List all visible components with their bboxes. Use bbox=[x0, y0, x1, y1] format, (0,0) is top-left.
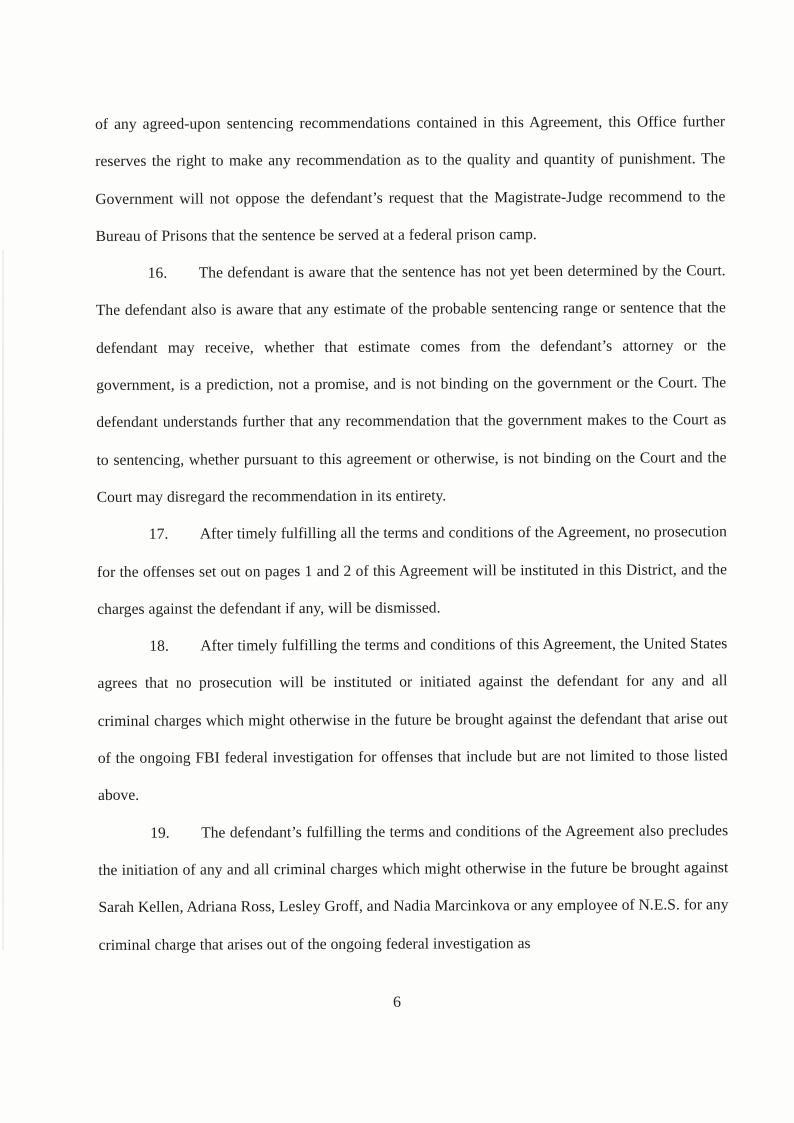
paragraph-18 bbox=[97, 625, 728, 814]
paragraph-text: After timely fulfilling the terms and conditions of this Agreement, the United States agrees that no prosecution will be instituted or initiated against the defendant for any and all criminal charges which might otherwise in the future be brought against the defendant that arise out of the ongoing FBI federal investigation for offenses that include but are not limited to those listed above. bbox=[97, 635, 728, 805]
paragraph-16 bbox=[96, 252, 727, 516]
paragraph-19 bbox=[98, 812, 729, 964]
paragraph-number: 19. bbox=[150, 824, 170, 842]
scan-edge-shadow bbox=[2, 250, 4, 950]
paragraph-text: of any agreed-upon sentencing recommendations contained in this Agreement, this Office further reserves the right to make any recommendation as to the quality and quantity of punishment. The Government will not oppose the defendant’s request that the Magistrate-Judge recommend to the Bureau of Prisons that the sentence be served at a federal prison camp. bbox=[95, 113, 726, 245]
paragraph-number: 16. bbox=[147, 264, 168, 282]
paragraph-text: After timely fulfilling all the terms and conditions of the Agreement, no prosecution for the offenses set out on pages 1 and 2 of this Agreement will be instituted in this District, and the charges against the defendant if any, will be dismissed. bbox=[96, 523, 728, 618]
page-number: 6 bbox=[393, 994, 401, 1011]
paragraph-number: 18. bbox=[149, 637, 169, 655]
paragraph-text: The defendant’s fulfilling the terms and conditions of the Agreement also precludes the initiation of any and all criminal charges which might otherwise in the future be brought against Sarah Kellen, Adriana Ross, Lesley Groff, and Nadia Marcinkova or any employee of N.E.S. for any criminal charge that arises out of the ongoing federal investigation as bbox=[98, 821, 729, 954]
document-body bbox=[95, 103, 729, 964]
paragraph-17 bbox=[97, 514, 727, 629]
paragraph-number: 17. bbox=[148, 525, 169, 544]
paragraph-text: The defendant is aware that the sentence has not yet been determined by the Court. The defendant also is aware that any estimate of the probable sentencing range or sentence that the defendant may receive, whether that estimate comes from the defendant’s attorney or the government, is a prediction, not a promise, and is not binding on the government or the Court. The defendant understands further that any recommendation that the government makes to the Court as to sentencing, whether pursuant to this agreement or otherwise, is not binding on the Court and the Court may disregard the recommendation in its entirety. bbox=[95, 262, 727, 506]
paragraph-continued bbox=[95, 103, 726, 255]
